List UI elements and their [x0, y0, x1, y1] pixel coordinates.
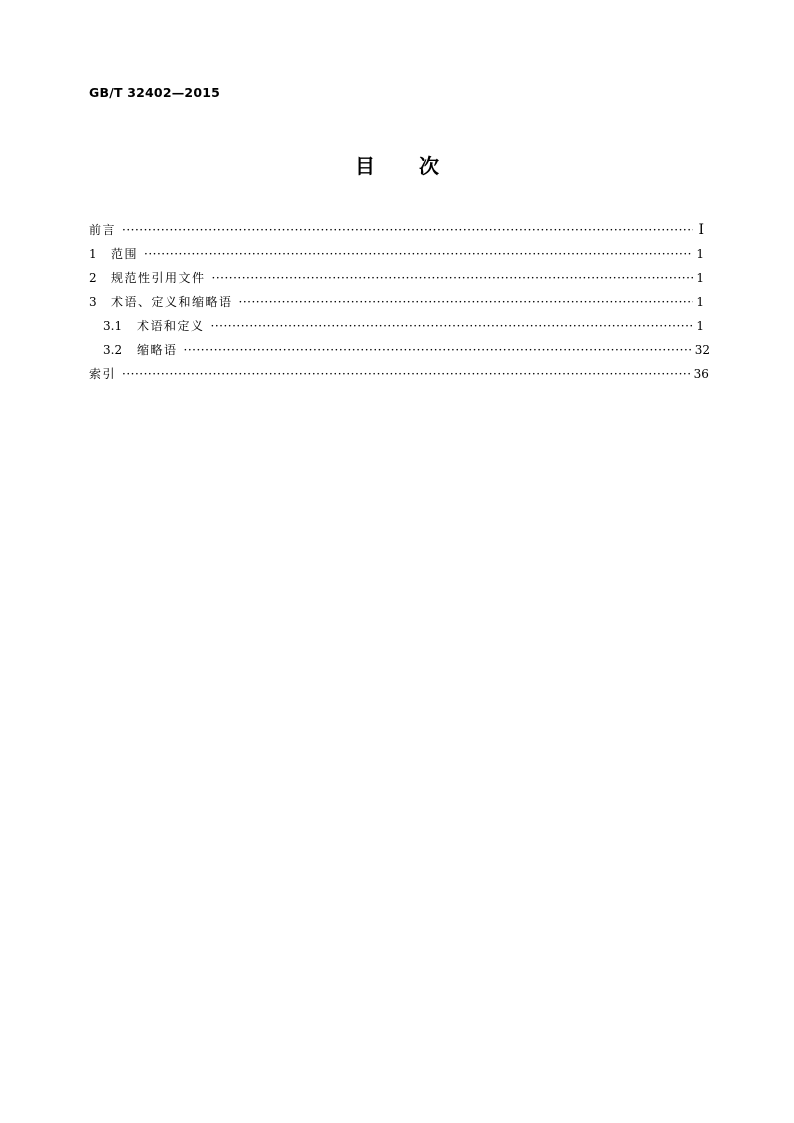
- toc-entry-label: 术语和定义: [137, 319, 205, 333]
- toc-entry-page: Ⅰ: [698, 222, 704, 238]
- toc-entry-scope[interactable]: [89, 242, 704, 266]
- toc-entry-terms-definitions[interactable]: [89, 314, 704, 338]
- toc-entry-page: 1: [696, 319, 704, 333]
- toc-entry-number: 3.1: [103, 319, 123, 333]
- standard-number: GB/T 32402—2015: [89, 85, 221, 100]
- toc-title-char-1: 目: [355, 154, 375, 178]
- toc-entry-normative-references[interactable]: [89, 266, 704, 290]
- toc-entry-page: 1: [696, 247, 704, 261]
- toc-entry-label: 范围: [111, 247, 139, 261]
- toc-entry-label: 规范性引用文件: [111, 271, 206, 285]
- toc-leader-dots: [212, 266, 693, 290]
- toc-entry-terms-definitions-abbreviations[interactable]: [89, 290, 704, 314]
- toc-entry-page: 36: [693, 367, 709, 381]
- toc-entry-page: 32: [694, 343, 710, 357]
- toc-entry-number: 2: [89, 271, 97, 285]
- toc-leader-dots: [211, 314, 693, 338]
- toc-entry-page: 1: [696, 295, 704, 309]
- toc-entry-label: 索引: [89, 367, 117, 381]
- toc-entry-abbreviations[interactable]: [89, 338, 710, 362]
- toc-leader-dots: [239, 290, 693, 314]
- toc-entry-foreword[interactable]: [89, 218, 704, 242]
- toc-entry-number: 3: [89, 295, 97, 309]
- toc-entry-label: 术语、定义和缩略语: [111, 295, 233, 309]
- toc-entry-number: 3.2: [103, 343, 123, 357]
- toc-leader-dots: [122, 218, 693, 242]
- toc-entry-page: 1: [696, 271, 704, 285]
- table-of-contents: [89, 218, 710, 386]
- toc-entry-number: 1: [89, 247, 97, 261]
- toc-leader-dots: [144, 242, 693, 266]
- toc-entry-label: 前言: [89, 223, 117, 237]
- toc-title: [0, 152, 794, 180]
- toc-entry-label: 缩略语: [137, 343, 178, 357]
- toc-leader-dots: [122, 362, 691, 386]
- toc-title-char-2: 次: [419, 154, 439, 178]
- toc-leader-dots: [184, 338, 692, 362]
- toc-entry-index[interactable]: [89, 362, 709, 386]
